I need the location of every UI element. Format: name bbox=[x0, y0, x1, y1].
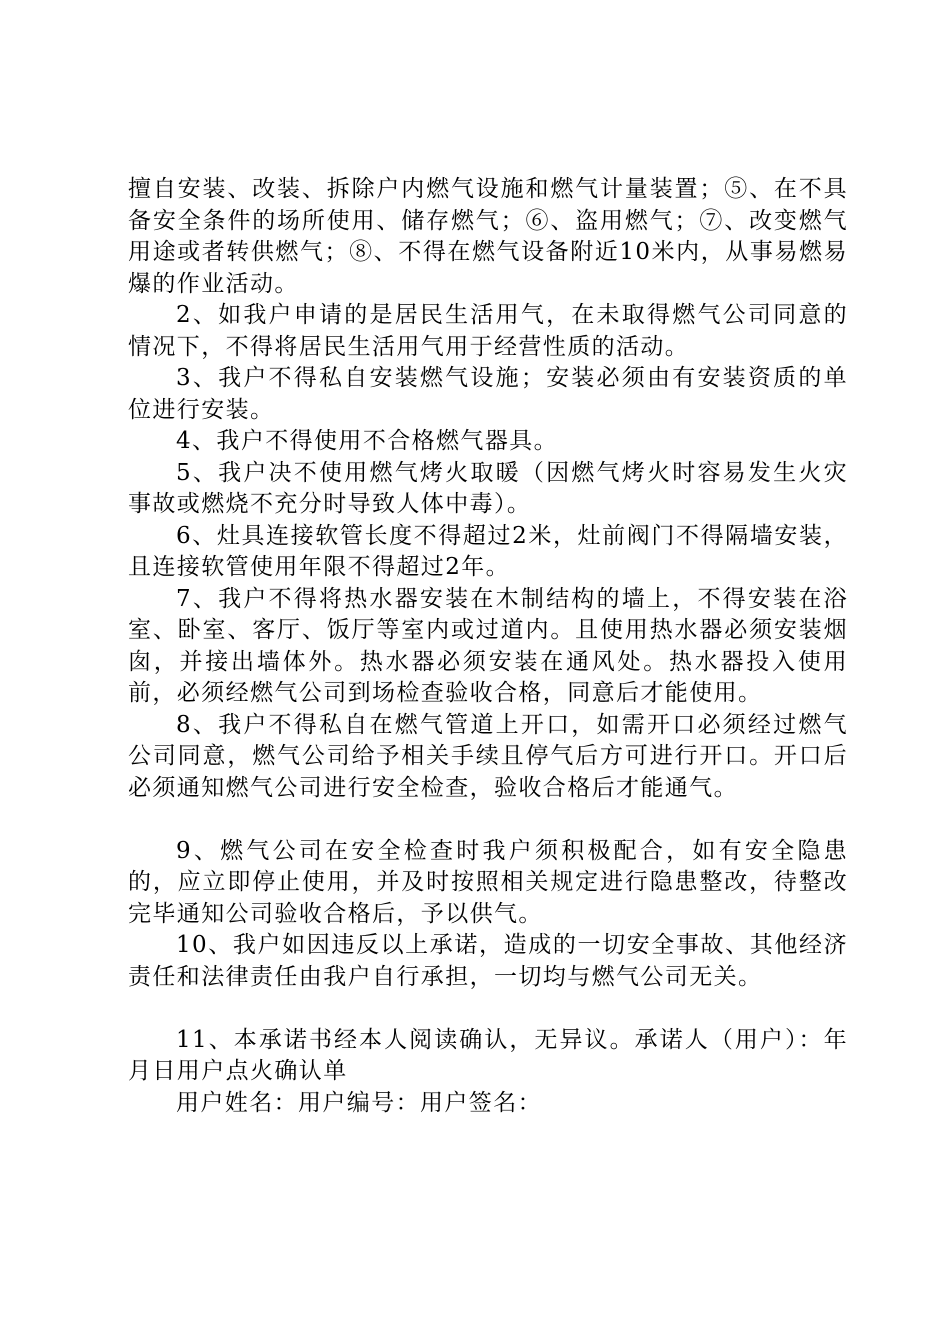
paragraph-item-5: 5、我户决不使用燃气烤火取暖（因燃气烤火时容易发生火灾事故或燃烧不充分时导致人体中毒）。 bbox=[128, 459, 848, 517]
paragraph-item-11: 11、本承诺书经本人阅读确认，无异议。承诺人（用户）：年月日用户点火确认单 bbox=[128, 1026, 848, 1084]
paragraph-item-10: 10、我户如因违反以上承诺，造成的一切安全事故、其他经济责任和法律责任由我户自行承担，一切均与燃气公司无关。 bbox=[128, 932, 848, 990]
paragraph-item-6: 6、灶具连接软管长度不得超过2米，灶前阀门不得隔墙安装，且连接软管使用年限不得超过2年。 bbox=[128, 522, 848, 580]
document-page bbox=[128, 174, 848, 1119]
paragraph-continuation: 擅自安装、改装、拆除户内燃气设施和燃气计量装置；⑤、在不具备安全条件的场所使用、储存燃气；⑥、盗用燃气；⑦、改变燃气用途或者转供燃气；⑧、不得在燃气设备附近10米内，从事易燃易爆的作业活动。 bbox=[128, 176, 848, 297]
paragraph-item-2: 2、如我户申请的是居民生活用气，在未取得燃气公司同意的情况下，不得将居民生活用气用于经营性质的活动。 bbox=[128, 302, 848, 360]
paragraph-item-9: 9、燃气公司在安全检查时我户须积极配合，如有安全隐患的，应立即停止使用，并及时按照相关规定进行隐患整改，待整改完毕通知公司验收合格后，予以供气。 bbox=[128, 837, 848, 927]
paragraph-item-8: 8、我户不得私自在燃气管道上开口，如需开口必须经过燃气公司同意，燃气公司给予相关手续且停气后方可进行开口。开口后必须通知燃气公司进行安全检查，验收合格后才能通气。 bbox=[128, 711, 848, 801]
signature-fields-line: 用户姓名：用户编号：用户签名： bbox=[176, 1089, 542, 1116]
paragraph-item-4: 4、我户不得使用不合格燃气器具。 bbox=[176, 428, 559, 454]
paragraph-item-7: 7、我户不得将热水器安装在木制结构的墙上，不得安装在浴室、卧室、客厅、饭厅等室内或过道内。且使用热水器必须安装烟囱，并接出墙体外。热水器必须安装在通风处。热水器投入使用前，必须经燃气公司到场检查验收合格，同意后才能使用。 bbox=[128, 585, 848, 706]
paragraph-item-3: 3、我户不得私自安装燃气设施；安装必须由有安装资质的单位进行安装。 bbox=[128, 365, 848, 423]
